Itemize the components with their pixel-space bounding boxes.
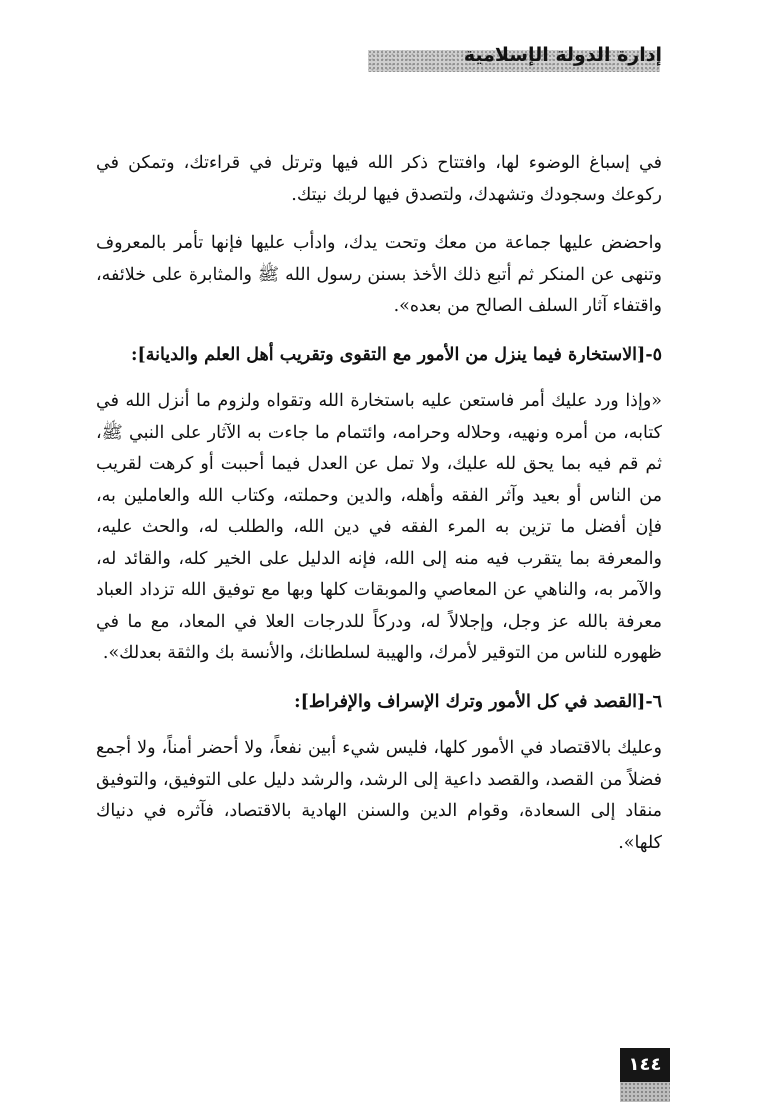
page-header [0,0,760,110]
paragraph-moderation: وعليك بالاقتصاد في الأمور كلها، فليس شيء أبين نفعاً، ولا أحضر أمناً، ولا أجمع فضلاً من القصد، والقصد داعية إلى الرشد، والرشد دليل على التوفيق، والتوفيق منقاد إلى السعادة، وقوام الدين والسنن الهادية بالاقتصاد، فآثره في دنياك كلها». [96,738,662,853]
section-heading-5: ٥-[الاستخارة فيما ينزل من الأمور مع التقوى وتقريب أهل العلم والديانة]: [130,344,662,365]
running-header-title: إدارة الدولة الإسلامية [463,44,662,66]
paragraph-prayer-continuation: في إسباغ الوضوء لها، وافتتاح ذكر الله فيها وترتل في قراءتك، وتمكن في ركوعك وسجودك وتشهدك، ولتصدق فيها لربك نيتك. [96,153,662,205]
page-body [96,148,662,876]
page-number-decorative-band [620,1082,670,1102]
page-number: ١٤٤ [620,1048,670,1082]
section-heading-6: ٦-[القصد في كل الأمور وترك الإسراف والإفراط]: [294,691,662,712]
paragraph-istikhara: «وإذا ورد عليك أمر فاستعن عليه باستخارة الله وتقواه ولزوم ما أنزل الله في كتابه، من أمره ونهيه، وحلاله وحرامه، وائتمام ما جاءت به الآثار على النبي ﷺ، ثم قم فيه بما يحق لله عليك، ولا تمل عن العدل فيما أحببت أو كرهت لقريب من الناس أو بعيد وآثر الفقه وأهله، والدين وحملته، وكتاب الله والعاملين به، فإن أفضل ما تزين به المرء الفقه في دين الله، والطلب له، والحث عليه، والمعرفة بما يتقرب فيه منه إلى الله، فإنه الدليل على الخير كله، والقائد له، والآمر به، والناهي عن المعاصي والموبقات كلها وبها مع توفيق الله تزداد العباد معرفة بالله عز وجل، وإجلالاً له، ودركاً للدرجات العلا في المعاد، مع ما في ظهوره للناس من التوقير لأمرك، والهيبة لسلطانك، والأنسة بك والثقة بعدلك». [96,391,662,663]
paragraph-congregation: واحضض عليها جماعة من معك وتحت يدك، وادأب عليها فإنها تأمر بالمعروف وتنهى عن المنكر ثم أتبع ذلك الأخذ بسنن رسول الله ﷺ والمثابرة على خلائفه، واقتفاء آثار السلف الصالح من بعده». [96,233,662,316]
